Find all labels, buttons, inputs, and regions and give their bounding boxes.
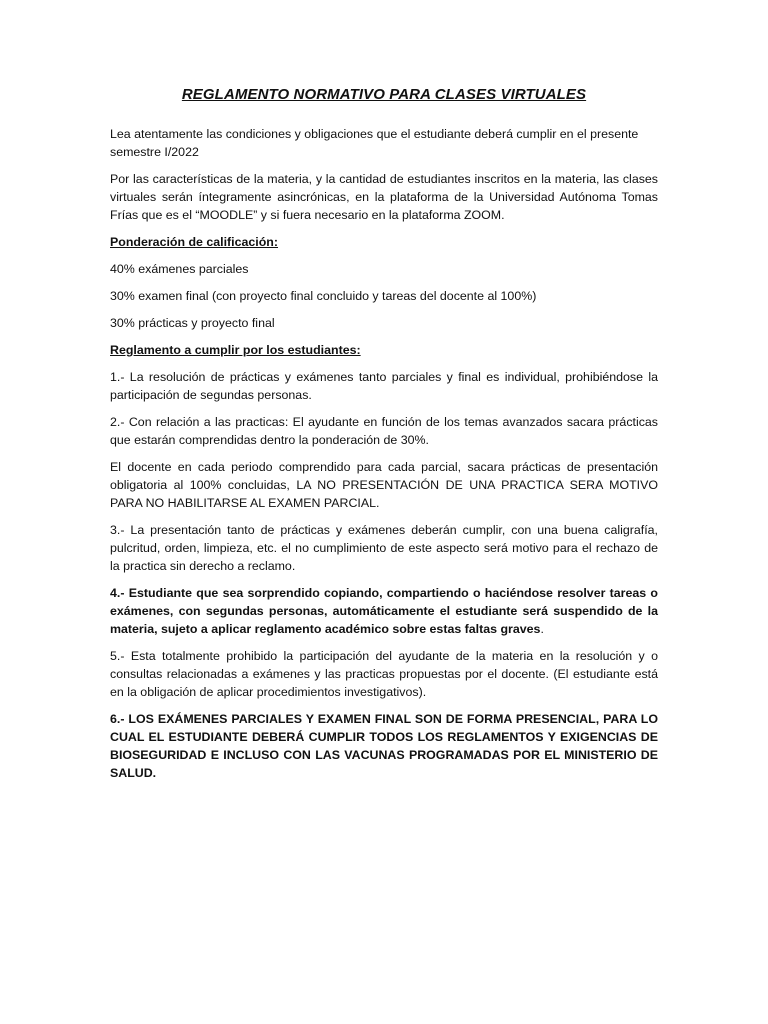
intro-paragraph: Lea atentamente las condiciones y obligaciones que el estudiante deberá cumplir en el presente semestre I/2022 [110, 127, 639, 159]
rule-4-bold-text: 4.- Estudiante que sea sorprendido copiando, compartiendo o haciéndose resolver tareas o exámenes, con segundas personas, automáticamente el estudiante será suspendido de la materia, sujeto a aplicar reglamento académico sobre estas faltas graves [110, 586, 658, 636]
rule-2: 2.- Con relación a las practicas: El ayudante en función de los temas avanzados sacara prácticas que estarán comprendidas dentro la ponderación de 30%. [110, 415, 658, 447]
rule-4 [110, 584, 658, 638]
rule-6: 6.- LOS EXÁMENES PARCIALES Y EXAMEN FINAL SON DE FORMA PRESENCIAL, PARA LO CUAL EL ESTUDIANTE DEBERÁ CUMPLIR TODOS LOS REGLAMENTOS Y EXIGENCIAS DE BIOSEGURIDAD E INCLUSO CON LAS VACUNAS PROGRAMADAS POR EL MINISTERIO DE SALUD. [110, 712, 658, 780]
rules-heading: Reglamento a cumplir por los estudiantes: [110, 343, 361, 357]
document-title: REGLAMENTO NORMATIVO PARA CLASES VIRTUALES [181, 86, 587, 103]
rule-2-detail: El docente en cada periodo comprendido para cada parcial, sacara prácticas de presentación obligatoria al 100% concluidas, LA NO PRESENTACIÓN DE UNA PRACTICA SERA MOTIVO PARA NO HABILITARSE AL EXAMEN PARCIAL. [110, 460, 658, 510]
rule-1: 1.- La resolución de prácticas y exámenes tanto parciales y final es individual, prohibiéndose la participación de segundas personas. [110, 370, 658, 402]
rule-4-period: . [540, 622, 544, 636]
rule-5: 5.- Esta totalmente prohibido la participación del ayudante de la materia en la resolución y o consultas relacionadas a exámenes y las practicas propuestas por el docente. (El estudiante está en la obligación de aplicar procedimientos investigativos). [110, 649, 658, 699]
rule-3: 3.- La presentación tanto de prácticas y exámenes deberán cumplir, con una buena caligrafía, pulcritud, orden, limpieza, etc. el no cumplimiento de este aspecto será motivo para el rechazo de la practica sin derecho a reclamo. [110, 523, 658, 573]
grading-item-final-exam: 30% examen final (con proyecto final concluido y tareas del docente al 100%) [110, 289, 537, 303]
grading-item-practices: 30% prácticas y proyecto final [110, 316, 275, 330]
grading-heading: Ponderación de calificación: [110, 235, 279, 249]
context-paragraph: Por las características de la materia, y la cantidad de estudiantes inscritos en la materia, las clases virtuales serán íntegramente asincrónicas, en la plataforma de la Universidad Autónoma Tomas Frías que es el “MOODLE” y si fuera necesario en la plataforma ZOOM. [110, 172, 658, 222]
grading-item-partial-exams: 40% exámenes parciales [110, 262, 249, 276]
